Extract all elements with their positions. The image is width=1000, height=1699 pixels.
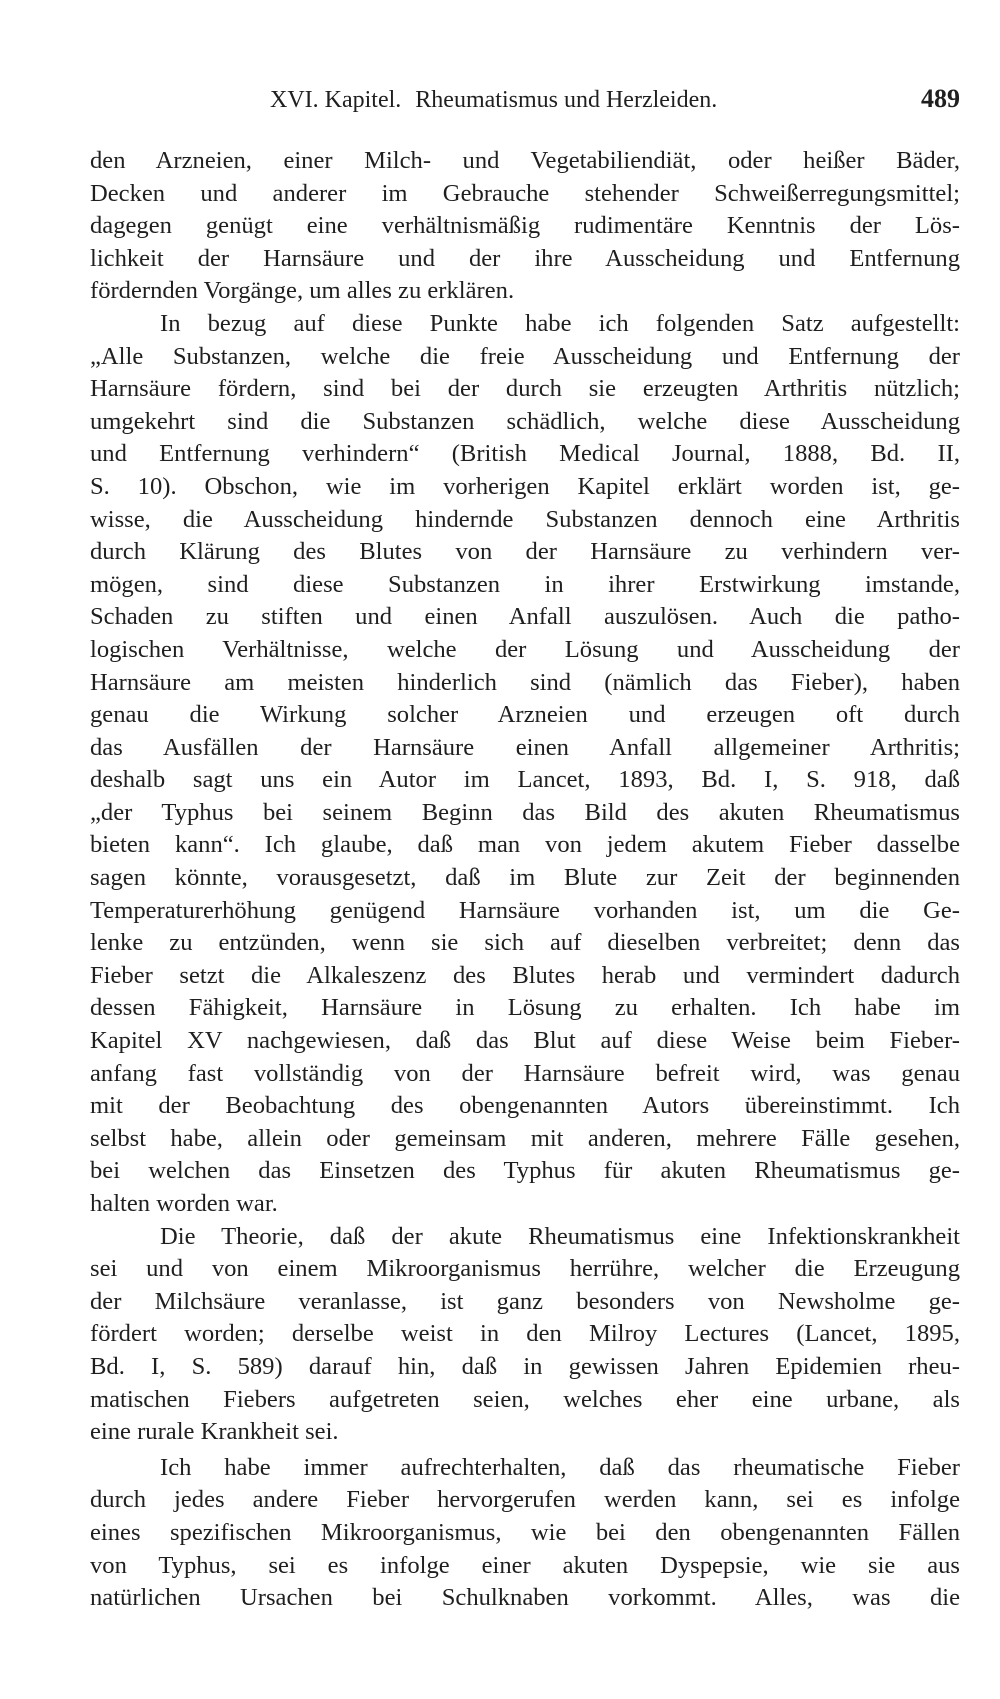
text-line: durch jedes andere Fieber hervorgerufen werden kann, sei es infolge: [90, 1486, 960, 1514]
text-line: In bezug auf diese Punkte habe ich folgenden Satz aufgestellt:: [160, 309, 960, 337]
text-line: natürlichen Ursachen bei Schulknaben vorkommt. Alles, was die: [90, 1584, 960, 1612]
text-line: Ich habe immer aufrechterhalten, daß das rheumatische Fieber: [160, 1453, 960, 1481]
text-line: dessen Fähigkeit, Harnsäure in Lösung zu erhalten. Ich habe im: [90, 994, 960, 1022]
text-line: Decken und anderer im Gebrauche stehender Schweißerregungsmittel;: [90, 179, 960, 207]
text-line: eine rurale Krankheit sei.: [90, 1418, 339, 1446]
text-line: das Ausfällen der Harnsäure einen Anfall allgemeiner Arthritis;: [90, 733, 960, 761]
text-line: der Milchsäure veranlasse, ist ganz besonders von Newsholme ge-: [90, 1287, 960, 1315]
text-line: bieten kann“. Ich glaube, daß man von jedem akutem Fieber dasselbe: [90, 831, 960, 859]
page-number: 489: [921, 84, 960, 113]
text-line: fördert worden; derselbe weist in den Milroy Lectures (Lancet, 1895,: [90, 1320, 960, 1348]
text-line: genau die Wirkung solcher Arzneien und erzeugen oft durch: [90, 701, 960, 729]
text-line: mit der Beobachtung des obengenannten Autors übereinstimmt. Ich: [90, 1092, 960, 1120]
text-line: Harnsäure am meisten hinderlich sind (nämlich das Fieber), haben: [90, 668, 960, 696]
text-line: eines spezifischen Mikroorganismus, wie bei den obengenannten Fällen: [90, 1518, 960, 1546]
text-line: deshalb sagt uns ein Autor im Lancet, 1893, Bd. I, S. 918, daß: [90, 766, 960, 794]
text-line: Harnsäure fördern, sind bei der durch sie erzeugten Arthritis nützlich;: [90, 375, 960, 403]
text-line: bei welchen das Einsetzen des Typhus für akuten Rheumatismus ge-: [90, 1157, 960, 1185]
text-line: den Arzneien, einer Milch- und Vegetabiliendiät, oder heißer Bäder,: [90, 147, 960, 174]
page-header: [90, 84, 960, 124]
text-line: anfang fast vollständig von der Harnsäure befreit wird, was genau: [90, 1059, 960, 1087]
text-line: Kapitel XV nachgewiesen, daß das Blut auf diese Weise beim Fieber-: [90, 1027, 960, 1055]
chapter-label: XVI. Kapitel.: [270, 87, 402, 113]
text-line: und Entfernung verhindern“ (British Medical Journal, 1888, Bd. II,: [90, 440, 960, 468]
text-line: umgekehrt sind die Substanzen schädlich, welche diese Ausscheidung: [90, 407, 960, 435]
text-line: mögen, sind diese Substanzen in ihrer Erstwirkung imstande,: [90, 570, 960, 598]
text-line: fördernden Vorgänge, um alles zu erklären.: [90, 277, 515, 305]
text-line: wisse, die Ausscheidung hindernde Substanzen dennoch eine Arthritis: [90, 505, 960, 533]
text-line: sei und von einem Mikroorganismus herrühre, welcher die Erzeugung: [90, 1255, 960, 1283]
text-line: matischen Fiebers aufgetreten seien, welches eher eine urbane, als: [90, 1385, 960, 1413]
text-line: Schaden zu stiften und einen Anfall auszulösen. Auch die patho-: [90, 603, 960, 631]
text-line: S. 10). Obschon, wie im vorherigen Kapitel erklärt worden ist, ge-: [90, 472, 960, 500]
text-line: Die Theorie, daß der akute Rheumatismus eine Infektionskrankheit: [160, 1222, 960, 1250]
text-line: „der Typhus bei seinem Beginn das Bild des akuten Rheumatismus: [90, 798, 960, 826]
text-line: von Typhus, sei es infolge einer akuten Dyspepsie, wie sie aus: [90, 1551, 960, 1579]
text-line: durch Klärung des Blutes von der Harnsäure zu verhindern ver-: [90, 538, 960, 566]
text-line: lichkeit der Harnsäure und der ihre Ausscheidung und Entfernung: [90, 244, 960, 272]
text-line: lenke zu entzünden, wenn sie sich auf dieselben verbreitet; denn das: [90, 929, 960, 957]
running-title: [270, 87, 717, 114]
text-line: „Alle Substanzen, welche die freie Ausscheidung und Entfernung der: [90, 342, 960, 370]
text-line: Temperaturerhöhung genügend Harnsäure vorhanden ist, um die Ge-: [90, 896, 960, 924]
text-line: sagen könnte, vorausgesetzt, daß im Blute zur Zeit der beginnenden: [90, 864, 960, 892]
text-line: halten worden war.: [90, 1190, 278, 1217]
text-line: selbst habe, allein oder gemeinsam mit anderen, mehrere Fälle gesehen,: [90, 1124, 960, 1152]
section-title: Rheumatismus und Herzleiden.: [415, 87, 718, 113]
text-line: dagegen genügt eine verhältnismäßig rudimentäre Kenntnis der Lös-: [90, 212, 960, 240]
body-text: [90, 145, 960, 1615]
text-line: logischen Verhältnisse, welche der Lösung und Ausscheidung der: [90, 635, 960, 663]
text-line: Bd. I, S. 589) darauf hin, daß in gewissen Jahren Epidemien rheu-: [90, 1352, 960, 1380]
text-line: Fieber setzt die Alkaleszenz des Blutes herab und vermindert dadurch: [90, 961, 960, 989]
